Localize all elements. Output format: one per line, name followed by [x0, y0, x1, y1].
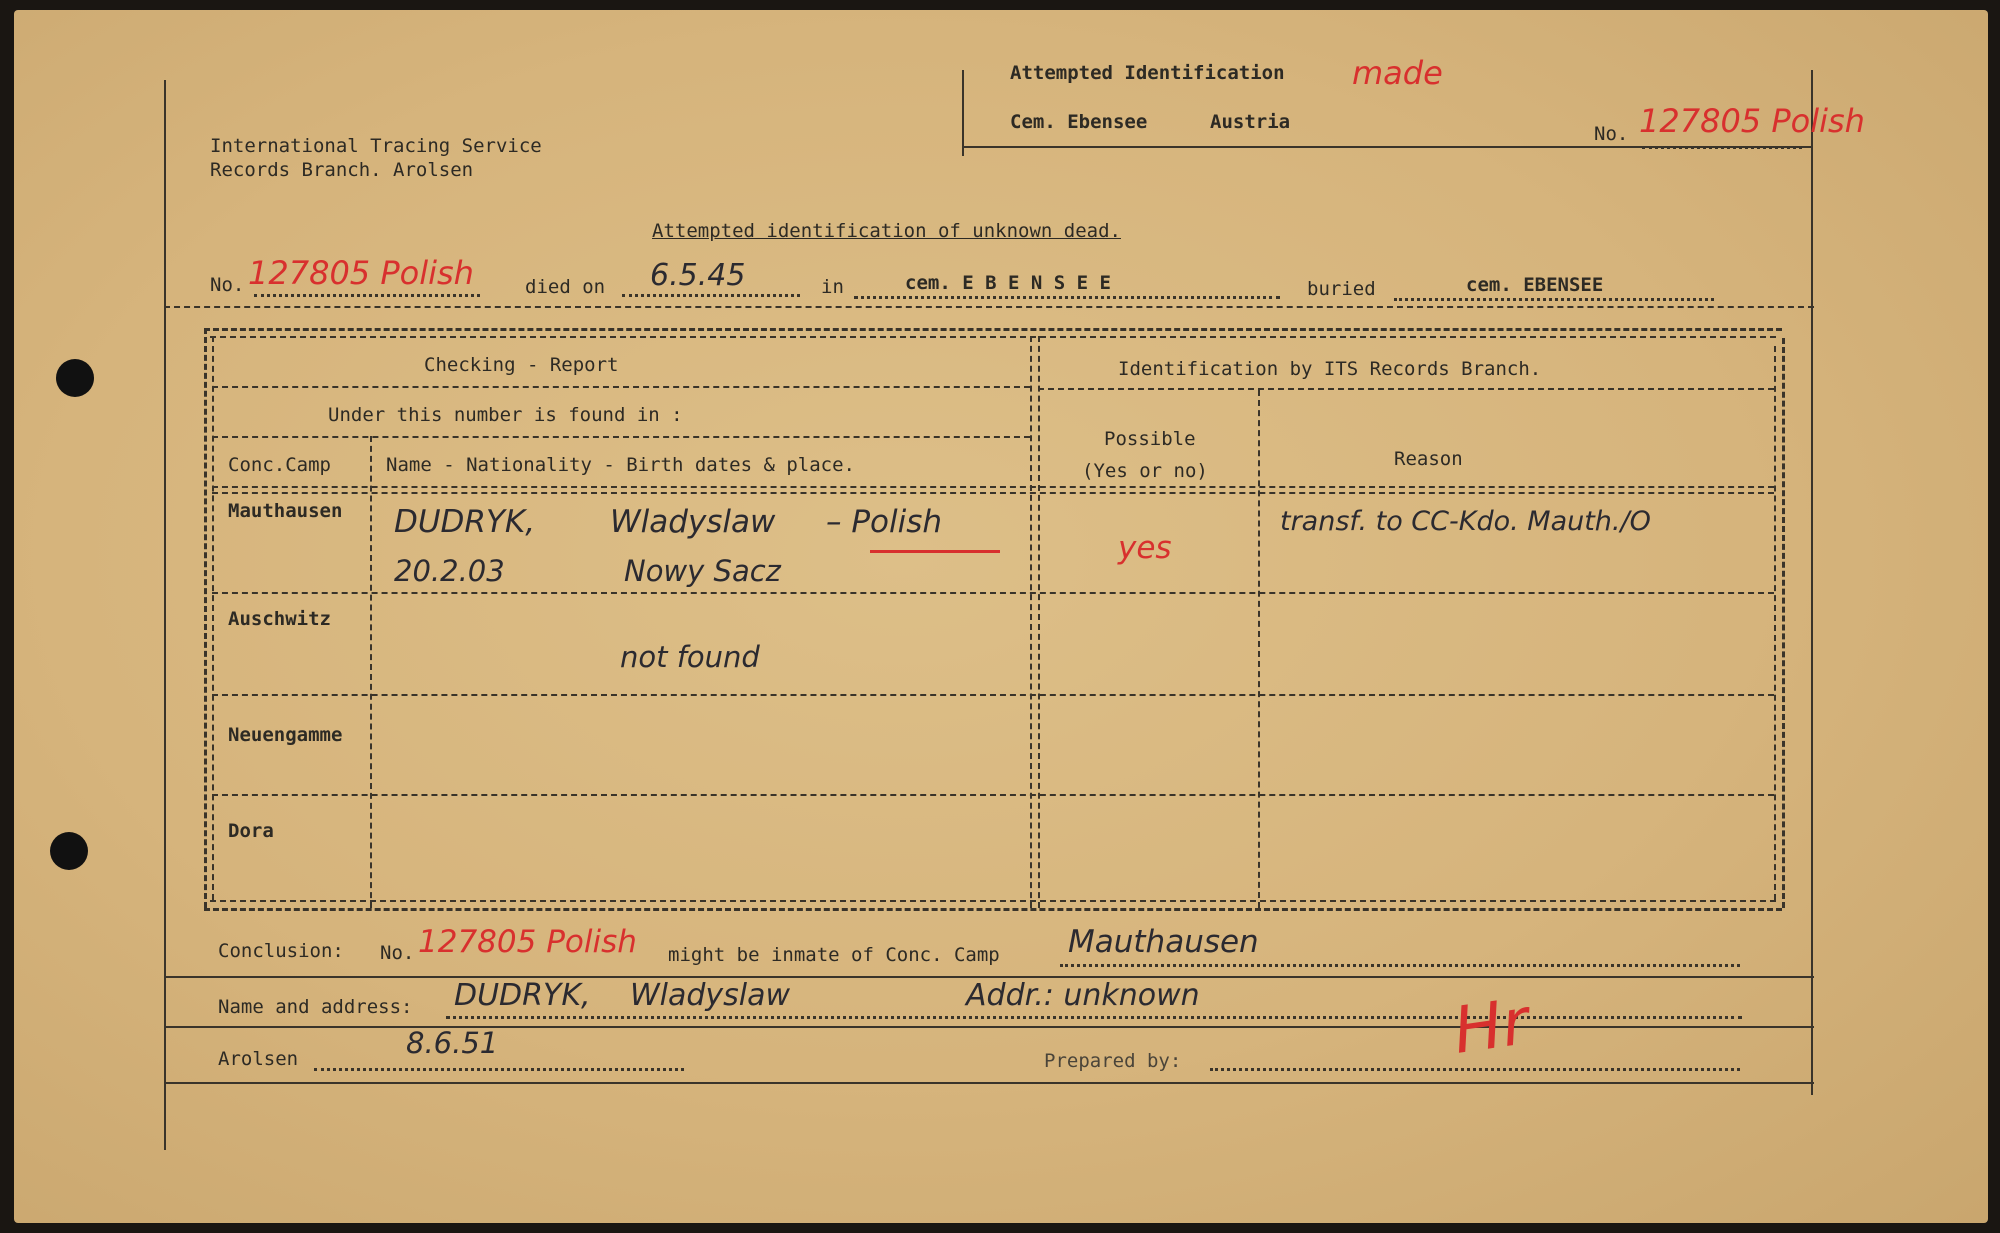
- conclusion-camp-value: Mauthausen: [1068, 924, 1259, 960]
- death-no-value: 127805 Polish: [248, 254, 474, 292]
- col-camp-header: Conc.Camp: [228, 454, 331, 476]
- in-value: cem. E B E N S E E: [905, 272, 1111, 294]
- col-possible-header-1: Possible: [1104, 428, 1196, 450]
- punch-hole-bottom: [50, 832, 88, 870]
- name-address-label: Name and address:: [218, 996, 413, 1018]
- died-dots: [622, 294, 800, 297]
- conclusion-no-value: 127805 Polish: [418, 924, 637, 960]
- right-margin-line: [1811, 70, 1813, 1095]
- row1-firstname: Wladyslaw: [610, 504, 776, 540]
- conclusion-text: might be inmate of Conc. Camp: [668, 944, 1000, 966]
- rule-row-2: [212, 694, 1774, 696]
- row1-nationality: – Polish: [826, 504, 943, 540]
- rule-colheader-1: [212, 486, 1774, 488]
- name-address-firstname: Wladyslaw: [630, 978, 791, 1013]
- rule-row-1: [212, 592, 1774, 594]
- table-bottom: [204, 908, 1782, 911]
- camp-dora: Dora: [228, 820, 274, 842]
- rule-subheader: [212, 436, 1030, 438]
- death-no-dots: [254, 294, 480, 297]
- died-value: 6.5.45: [650, 258, 746, 293]
- col-possible-header-2: (Yes or no): [1082, 460, 1208, 482]
- footer-date: 8.6.51: [406, 1026, 499, 1060]
- table-bottom-inner: [210, 900, 1776, 902]
- in-label: in: [821, 276, 844, 298]
- row1-reason: transf. to CC-Kdo. Mauth./O: [1280, 506, 1651, 537]
- header-box-title: Attempted Identification: [1010, 62, 1285, 84]
- left-margin-line: [164, 80, 166, 1150]
- found-in-subheader: Under this number is found in :: [328, 404, 683, 426]
- name-address-dots: [446, 1016, 1742, 1019]
- nationality-underline: [870, 550, 1000, 553]
- col-reason-header: Reason: [1394, 448, 1463, 470]
- header-no-dots: [1642, 146, 1802, 149]
- col-name-header: Name - Nationality - Birth dates & place.: [386, 454, 855, 476]
- header-box-country: Austria: [1210, 111, 1291, 133]
- footer-date-dots: [314, 1068, 684, 1071]
- table-left-inner: [212, 336, 214, 900]
- row1-birthplace: Nowy Sacz: [624, 554, 781, 588]
- camp-neuengamme: Neuengamme: [228, 724, 343, 746]
- header-no-value: 127805 Polish: [1639, 102, 1865, 140]
- rule-after-death: [164, 306, 1814, 308]
- conclusion-no-label: No.: [380, 942, 415, 964]
- footer-place: Arolsen: [218, 1048, 299, 1070]
- name-address-addr: Addr.: unknown: [966, 978, 1200, 1013]
- rule-left-header: [212, 386, 1030, 388]
- tracing-card: [14, 10, 1988, 1223]
- table-reason-sep: [1258, 390, 1260, 908]
- table-camp-sep: [370, 436, 372, 908]
- buried-value: cem. EBENSEE: [1466, 274, 1604, 296]
- checking-report-header: Checking - Report: [424, 354, 619, 376]
- header-box-cem: Cem. Ebensee: [1010, 111, 1148, 133]
- prepared-by-initials: Hr: [1449, 985, 1534, 1069]
- card-title: Attempted identification of unknown dead.: [652, 220, 1121, 242]
- rule-footer: [164, 1082, 1814, 1084]
- punch-hole-top: [56, 359, 94, 397]
- table-top: [204, 328, 1782, 331]
- table-top-inner: [210, 336, 1776, 338]
- row1-possible: yes: [1118, 530, 1172, 566]
- table-right: [1782, 338, 1785, 908]
- prepared-by-dots: [1210, 1068, 1740, 1071]
- identification-header: Identification by ITS Records Branch.: [1118, 358, 1542, 380]
- camp-auschwitz: Auschwitz: [228, 608, 331, 630]
- table-mid-1: [1030, 336, 1032, 908]
- prepared-by-label: Prepared by:: [1044, 1050, 1182, 1072]
- table-right-inner: [1774, 346, 1776, 900]
- row1-surname: DUDRYK,: [394, 504, 536, 540]
- header-box-left: [962, 70, 964, 156]
- table-left: [204, 328, 207, 908]
- row2-note: not found: [620, 640, 760, 674]
- org-line-1: International Tracing Service: [210, 135, 542, 157]
- row1-birthdate: 20.2.03: [394, 554, 505, 588]
- rule-right-header: [1038, 388, 1774, 390]
- rule-colheader-2: [212, 492, 1774, 494]
- camp-mauthausen: Mauthausen: [228, 500, 343, 522]
- rule-row-3: [212, 794, 1774, 796]
- in-dots: [854, 296, 1280, 299]
- header-box-made: made: [1352, 54, 1443, 92]
- name-address-surname: DUDRYK,: [454, 978, 591, 1013]
- conclusion-camp-dots: [1060, 964, 1740, 967]
- died-label: died on: [525, 276, 606, 298]
- org-line-2: Records Branch. Arolsen: [210, 159, 474, 181]
- buried-dots: [1394, 298, 1714, 301]
- header-no-label: No.: [1594, 123, 1629, 145]
- buried-label: buried: [1307, 278, 1376, 300]
- conclusion-label: Conclusion:: [218, 940, 344, 962]
- table-mid-2: [1038, 336, 1040, 908]
- death-no-label: No.: [210, 274, 245, 296]
